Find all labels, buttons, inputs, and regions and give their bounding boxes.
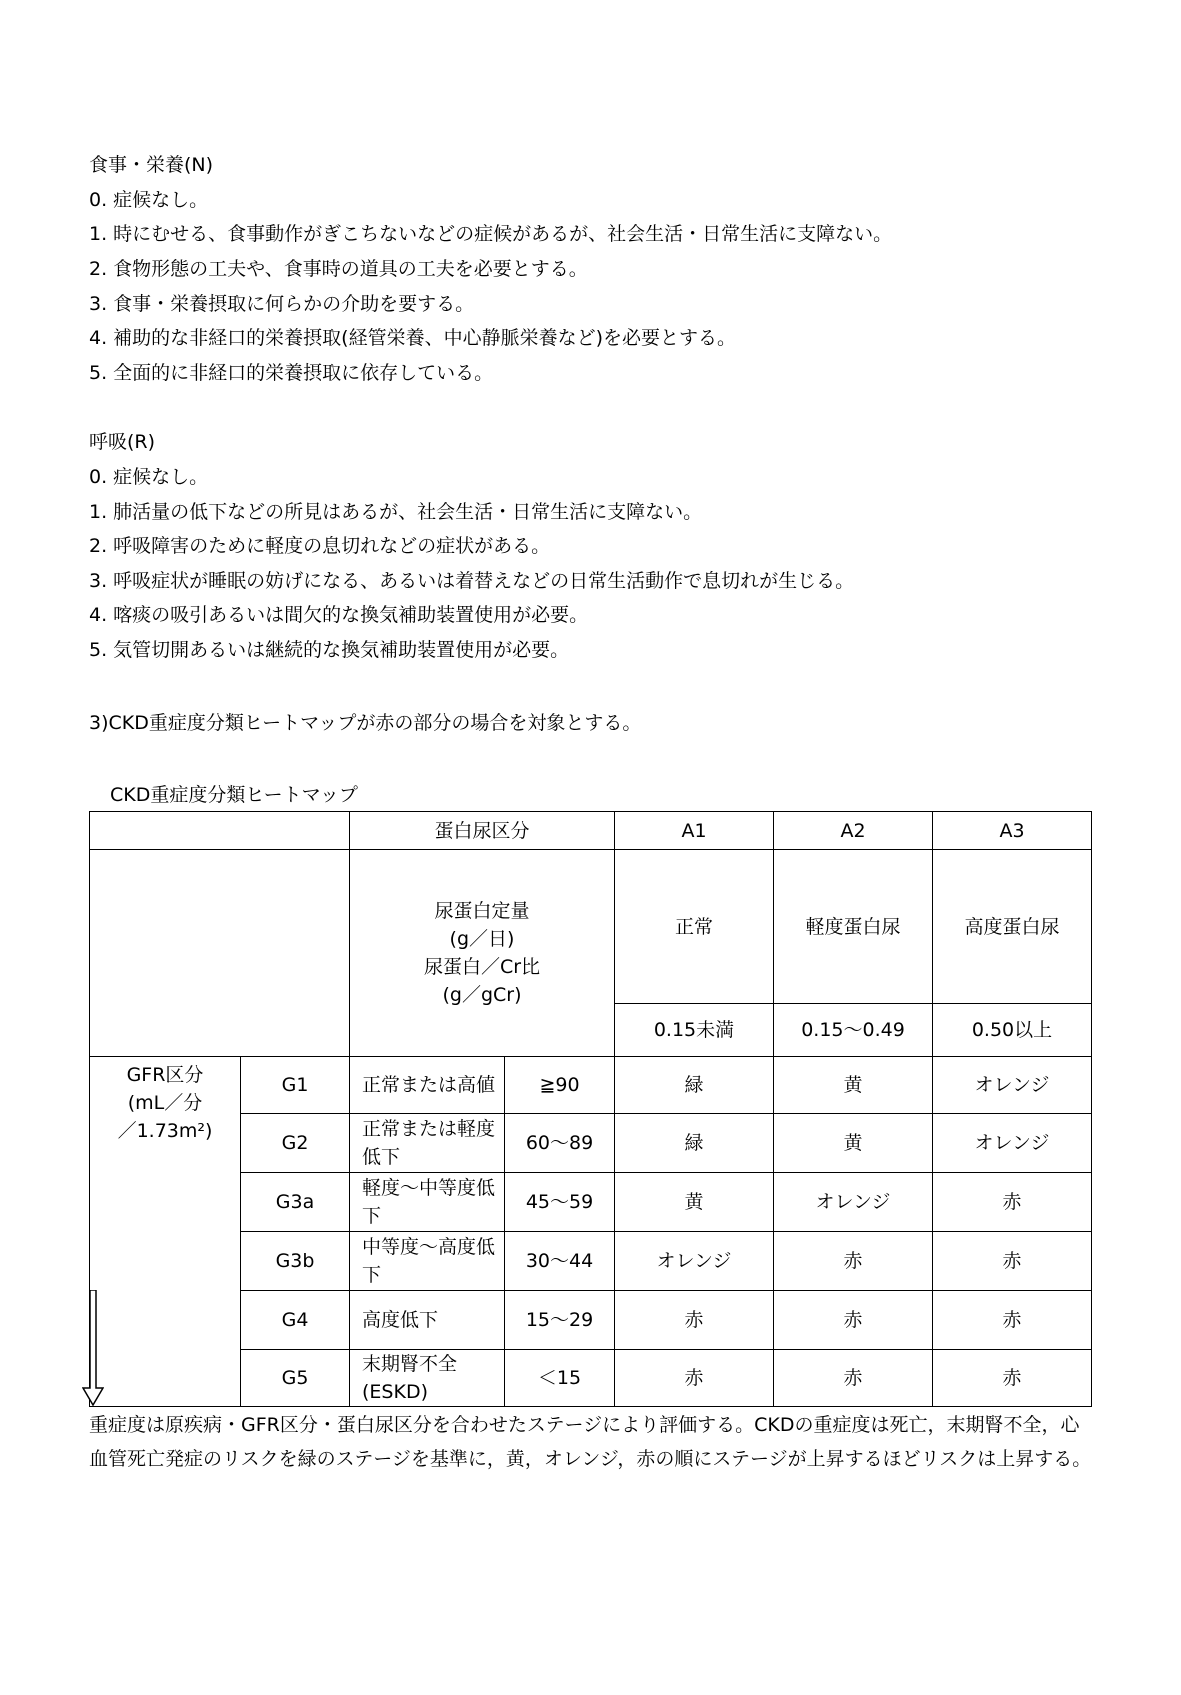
heatmap-cell: 黄 xyxy=(774,1114,933,1173)
heatmap-cell: 赤 xyxy=(774,1350,933,1407)
nutrition-item: 3. 食事・栄養摂取に何らかの介助を要する。 xyxy=(89,293,475,315)
row-code: G5 xyxy=(241,1350,350,1407)
row-code: G3a xyxy=(241,1173,350,1232)
respiration-item: 3. 呼吸症状が睡眠の妨げになる、あるいは着替えなどの日常生活動作で息切れが生じる。 xyxy=(89,570,855,592)
table-row xyxy=(90,1114,1092,1173)
row-desc: 中等度～高度低下 xyxy=(350,1232,505,1291)
row-code: G1 xyxy=(241,1057,350,1114)
heatmap-cell: 赤 xyxy=(774,1232,933,1291)
row-range: ＜15 xyxy=(505,1350,615,1407)
row-range: 60～89 xyxy=(505,1114,615,1173)
severity-note: 重症度は原疾病・GFR区分・蛋白尿区分を合わせたステージにより評価する。CKDの重症度は死亡，末期腎不全，心血管死亡発症のリスクを緑のステージを基準に，黄，オレンジ，赤の順にステージが上昇するほどリスクは上昇する。 xyxy=(89,1414,1092,1470)
table-row xyxy=(90,850,1092,1004)
column-range: 0.50以上 xyxy=(933,1004,1092,1057)
respiration-item: 5. 気管切開あるいは継続的な換気補助装置使用が必要。 xyxy=(89,639,570,661)
proteinuria-desc xyxy=(350,850,615,1057)
table-row xyxy=(90,1350,1092,1407)
row-desc: 末期腎不全(ESKD) xyxy=(350,1350,505,1407)
row-code: G4 xyxy=(241,1291,350,1350)
nutrition-item: 5. 全面的に非経口的栄養摂取に依存している。 xyxy=(89,362,494,384)
empty-cell xyxy=(90,812,350,850)
row-code: G2 xyxy=(241,1114,350,1173)
heatmap-cell: 赤 xyxy=(774,1291,933,1350)
column-code: A1 xyxy=(615,812,774,850)
heatmap-cell: 赤 xyxy=(615,1291,774,1350)
desc-line: (g／gCr) xyxy=(442,984,522,1006)
heatmap-cell: 緑 xyxy=(615,1114,774,1173)
desc-line: (g／日) xyxy=(449,928,515,950)
heatmap-cell: 赤 xyxy=(933,1173,1092,1232)
table-row xyxy=(90,1291,1092,1350)
heatmap-cell: 赤 xyxy=(933,1291,1092,1350)
ckd-heatmap-table xyxy=(89,811,1092,1407)
nutrition-item: 1. 時にむせる、食事動作がぎこちないなどの症候があるが、社会生活・日常生活に支障ない。 xyxy=(89,223,893,245)
row-desc: 軽度～中等度低下 xyxy=(350,1173,505,1232)
row-range: 30～44 xyxy=(505,1232,615,1291)
table-row xyxy=(90,1232,1092,1291)
respiration-item: 1. 肺活量の低下などの所見はあるが、社会生活・日常生活に支障ない。 xyxy=(89,501,703,523)
desc-line: 尿蛋白／Cr比 xyxy=(423,956,541,978)
gfr-header xyxy=(90,1057,241,1407)
nutrition-title: 食事・栄養(N) xyxy=(89,154,214,176)
heatmap-cell: オレンジ xyxy=(933,1057,1092,1114)
empty-cell xyxy=(90,850,350,1057)
proteinuria-header: 蛋白尿区分 xyxy=(350,812,615,850)
heatmap-cell: 緑 xyxy=(615,1057,774,1114)
respiration-item: 2. 呼吸障害のために軽度の息切れなどの症状がある。 xyxy=(89,535,551,557)
respiration-item: 0. 症候なし。 xyxy=(89,466,209,488)
desc-line: 尿蛋白定量 xyxy=(434,900,530,922)
table-row xyxy=(90,1057,1092,1114)
table-row xyxy=(90,812,1092,850)
down-arrow-icon xyxy=(82,1290,104,1406)
ckd-statement: 3)CKD重症度分類ヒートマップが赤の部分の場合を対象とする。 xyxy=(89,712,642,734)
heatmap-cell: オレンジ xyxy=(615,1232,774,1291)
row-range: ≧90 xyxy=(505,1057,615,1114)
heatmap-cell: オレンジ xyxy=(933,1114,1092,1173)
row-desc: 正常または高値 xyxy=(350,1057,505,1114)
row-range: 45～59 xyxy=(505,1173,615,1232)
heatmap-cell: 赤 xyxy=(933,1350,1092,1407)
heatmap-cell: 赤 xyxy=(933,1232,1092,1291)
table-row xyxy=(90,1173,1092,1232)
row-desc: 高度低下 xyxy=(350,1291,505,1350)
nutrition-item: 0. 症候なし。 xyxy=(89,189,209,211)
row-range: 15～29 xyxy=(505,1291,615,1350)
column-label: 正常 xyxy=(615,850,774,1004)
nutrition-item: 4. 補助的な非経口的栄養摂取(経管栄養、中心静脈栄養など)を必要とする。 xyxy=(89,327,736,349)
column-range: 0.15未満 xyxy=(615,1004,774,1057)
column-label: 軽度蛋白尿 xyxy=(774,850,933,1004)
heatmap-caption: CKD重症度分類ヒートマップ xyxy=(110,784,358,806)
respiration-item: 4. 喀痰の吸引あるいは間欠的な換気補助装置使用が必要。 xyxy=(89,604,589,626)
row-code: G3b xyxy=(241,1232,350,1291)
gfr-header-line: ／1.73m²) xyxy=(117,1120,213,1142)
gfr-header-line: GFR区分 xyxy=(126,1064,204,1086)
heatmap-cell: 黄 xyxy=(774,1057,933,1114)
gfr-header-line: (mL／分 xyxy=(127,1092,203,1114)
respiration-title: 呼吸(R) xyxy=(89,431,156,453)
heatmap-cell: 黄 xyxy=(615,1173,774,1232)
row-desc: 正常または軽度低下 xyxy=(350,1114,505,1173)
column-range: 0.15～0.49 xyxy=(774,1004,933,1057)
nutrition-item: 2. 食物形態の工夫や、食事時の道具の工夫を必要とする。 xyxy=(89,258,588,280)
column-code: A3 xyxy=(933,812,1092,850)
column-label: 高度蛋白尿 xyxy=(933,850,1092,1004)
column-code: A2 xyxy=(774,812,933,850)
heatmap-cell: 赤 xyxy=(615,1350,774,1407)
heatmap-cell: オレンジ xyxy=(774,1173,933,1232)
